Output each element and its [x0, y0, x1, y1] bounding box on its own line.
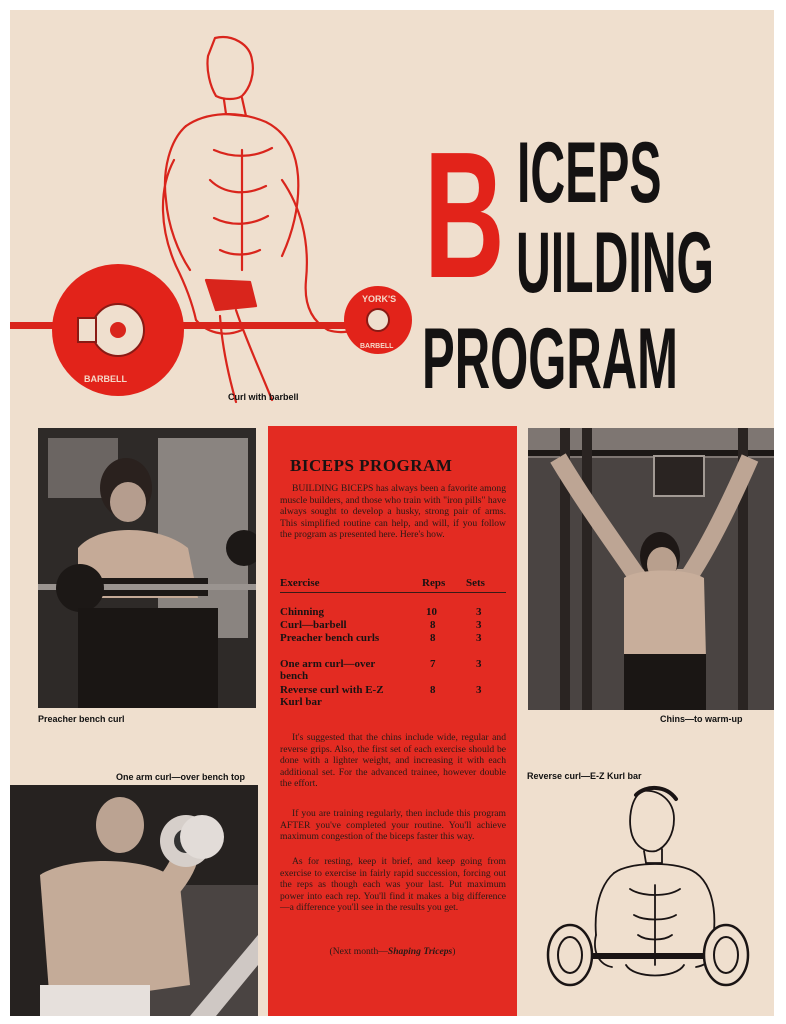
row-1-exercise: Chinning	[280, 606, 325, 618]
plate-left-text: BARBELL	[84, 374, 127, 384]
title-drop-letter: B	[424, 115, 505, 316]
caption-preacher-curl: Preacher bench curl	[38, 714, 125, 724]
caption-reverse-curl: Reverse curl—E-Z Kurl bar	[527, 771, 642, 781]
table-header-sets: Sets	[466, 577, 485, 589]
program-para-1: It's suggested that the chins include wide, regular and reverse grips. Also, the first set of each exercise should be done with a lighter weight, and increasing it with each additional set. For the advanced trainee, however double the effort.	[280, 732, 506, 790]
row-2-exercise: Curl—barbell	[280, 619, 347, 631]
preacher-curl-photo	[38, 428, 256, 708]
row-1-reps: 10	[426, 606, 437, 618]
title-line-1: ICEPS	[517, 125, 662, 221]
row-5-sets: 3	[476, 684, 482, 696]
row-4-reps: 7	[430, 658, 436, 670]
program-para-2: If you are training regularly, then include this program AFTER you've completed your routine. You'll achieve maximum congestion of the biceps faster this way.	[280, 808, 506, 843]
caption-chins: Chins—to warm-up	[660, 714, 743, 724]
plate-right-bottom-text: BARBELL	[360, 343, 394, 350]
row-5-reps: 8	[430, 684, 436, 696]
next-month-suffix: )	[452, 946, 456, 957]
row-4-exercise: One arm curl—over bench	[280, 658, 376, 682]
row-3-exercise: Preacher bench curls	[280, 632, 380, 644]
next-month-note	[268, 946, 517, 957]
row-2-reps: 8	[430, 619, 436, 631]
reverse-curl-illustration	[530, 785, 762, 1005]
title-line-2: UILDING	[516, 215, 714, 311]
title-line-3: PROGRAM	[422, 311, 678, 407]
caption-curl-barbell: Curl with barbell	[228, 392, 299, 402]
caption-one-arm-curl: One arm curl—over bench top	[116, 772, 246, 782]
table-header-exercise: Exercise	[280, 577, 320, 589]
next-month-title: Shaping Triceps	[387, 946, 453, 957]
row-4-sets: 3	[476, 658, 482, 670]
row-3-reps: 8	[430, 632, 436, 644]
biceps-program-box	[268, 426, 517, 1016]
row-2-sets: 3	[476, 619, 482, 631]
next-month-prefix: (Next month—	[329, 946, 388, 957]
magazine-page	[10, 10, 774, 1016]
row-1-sets: 3	[476, 606, 482, 618]
barbell-curl-illustration	[10, 30, 430, 410]
table-header-reps: Reps	[422, 577, 446, 589]
program-heading: BICEPS PROGRAM	[290, 456, 453, 475]
program-intro: BUILDING BICEPS has always been a favorite among muscle builders, and those who train with "iron pills" have always sought to develop a husky, strong pair of arms. This simplified routine can help, and will, if you follow the program as presented here. Here's how.	[280, 483, 506, 541]
plate-right-text: YORK'S	[362, 294, 397, 304]
table-rule-top	[280, 592, 506, 593]
chins-photo	[528, 428, 774, 710]
row-3-sets: 3	[476, 632, 482, 644]
program-para-3: As for resting, keep it brief, and keep going from exercise to exercise in fairly rapid succession, forcing out the reps as though each was your last. Put maximum power into each rep. You'll find it makes a big difference—a difference you'll see in the results you get.	[280, 856, 506, 914]
one-arm-curl-photo	[10, 785, 258, 1016]
row-5-exercise: Reverse curl with E-Z Kurl bar	[280, 684, 384, 708]
